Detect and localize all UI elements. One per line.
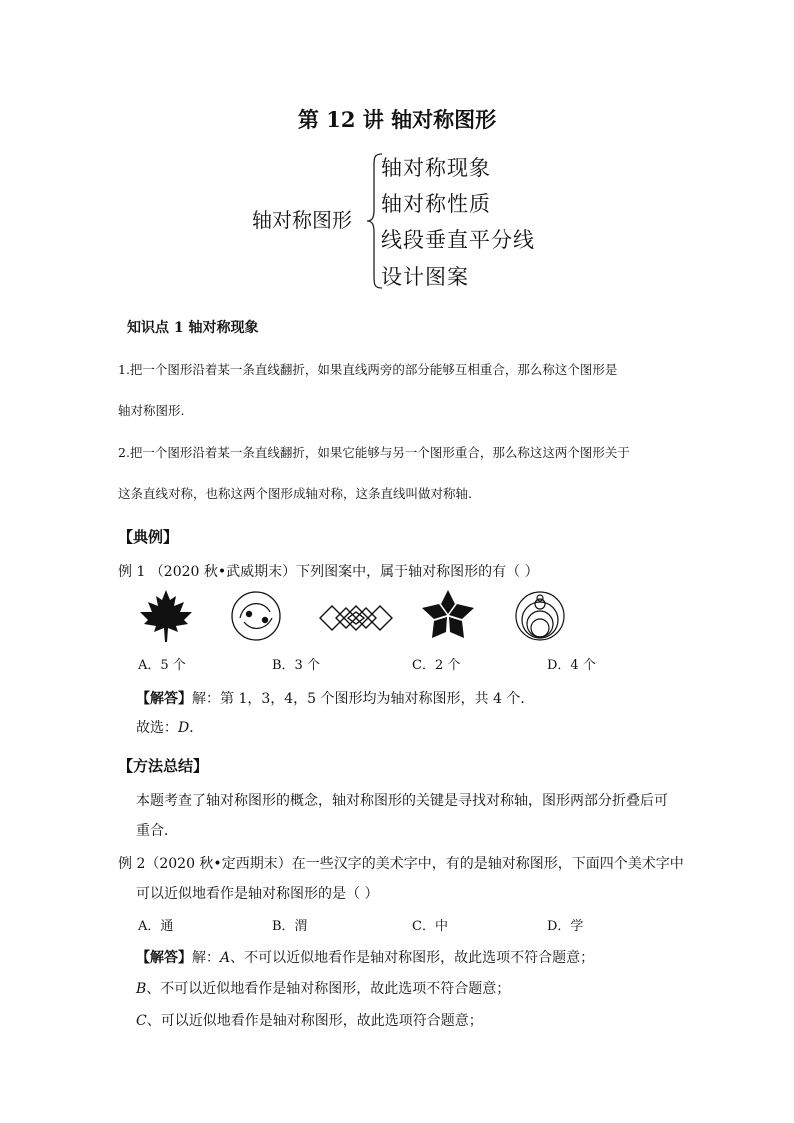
example-1-answer xyxy=(136,688,534,708)
option-letter-a: A xyxy=(220,950,231,966)
example-1-option-a: A．5 个 xyxy=(138,658,186,673)
option-letter-c: C xyxy=(136,1013,147,1029)
example-heading: 【典例】 xyxy=(118,528,179,546)
answer-a-text: 、不可以近似地看作是轴对称图形，故此选项不符合题意； xyxy=(230,950,595,966)
answer-prefix: 解： xyxy=(192,950,220,966)
tree-root: 轴对称图形 xyxy=(252,208,352,232)
example-2-option-c: C．中 xyxy=(412,919,448,934)
answer-b-text: 、不可以近似地看作是轴对称图形，故此选项不符合题意； xyxy=(146,981,511,997)
answer-tag: 【解答】 xyxy=(136,691,192,707)
knot-pattern-icon xyxy=(318,598,394,638)
example-2-answer-b xyxy=(136,978,510,998)
paragraph-1-line-1: 1.把一个图形沿着某一条直线翻折，如果直线两旁的部分能够互相重合，那么称这个图形是 xyxy=(118,362,618,377)
example-2-option-d: D．学 xyxy=(547,919,584,934)
example-2-stem-line-1: 例 2（2020 秋•定西期末）在一些汉字的美术字中，有的是轴对称图形，下面四个美术字中 xyxy=(118,856,684,872)
page-title: 第 12 讲 轴对称图形 xyxy=(297,107,497,132)
choice-letter: D xyxy=(178,720,190,736)
nested-circles-icon xyxy=(514,590,566,642)
answer-tag: 【解答】 xyxy=(136,950,192,966)
summary-line-2: 重合． xyxy=(136,823,178,839)
tree-item-property: 轴对称性质 xyxy=(381,192,491,216)
tree-item-design: 设计图案 xyxy=(381,265,469,289)
paragraph-1-line-2: 轴对称图形. xyxy=(118,403,185,418)
example-2-answer-c xyxy=(136,1010,483,1030)
maple-leaf-icon xyxy=(136,588,196,644)
paragraph-2-line-2: 这条直线对称，也称这两个图形成轴对称，这条直线叫做对称轴. xyxy=(118,486,472,501)
choice-prefix: 故选： xyxy=(136,720,178,736)
example-1-choice xyxy=(136,717,203,737)
example-2-option-b: B．渭 xyxy=(272,919,308,934)
summary-line-1: 本题考查了轴对称图形的概念，轴对称图形的关键是寻找对称轴，图形两部分折叠后可 xyxy=(136,793,668,809)
star-flower-icon xyxy=(420,588,476,642)
example-2-stem-line-2: 可以近似地看作是轴对称图形的是（ ） xyxy=(136,886,379,902)
example-2-option-a: A．通 xyxy=(138,919,174,934)
choice-suffix: ． xyxy=(189,720,204,736)
section-heading: 知识点 1 轴对称现象 xyxy=(127,320,259,336)
example-1-stem: 例 1 （2020 秋•武威期末）下列图案中，属于轴对称图形的有（ ） xyxy=(118,564,539,580)
example-2-answer-a xyxy=(136,947,594,967)
tree-item-phenomenon: 轴对称现象 xyxy=(381,156,491,180)
tree-item-bisector: 线段垂直平分线 xyxy=(381,228,535,252)
example-1-option-d: D．4 个 xyxy=(547,658,596,673)
answer-text: 解：第 1，3，4，5 个图形均为轴对称图形，共 4 个． xyxy=(192,691,535,707)
option-letter-b: B xyxy=(136,981,147,997)
paragraph-2-line-1: 2.把一个图形沿着某一条直线翻折，如果它能够与另一个图形重合，那么称这这两个图形关于 xyxy=(118,445,630,460)
yin-yang-icon xyxy=(230,590,282,642)
example-1-option-c: C．2 个 xyxy=(412,658,461,673)
example-1-option-b: B．3 个 xyxy=(272,658,320,673)
summary-heading: 【方法总结】 xyxy=(118,757,209,775)
answer-c-text: 、可以近似地看作是轴对称图形，故此选项符合题意； xyxy=(146,1013,483,1029)
